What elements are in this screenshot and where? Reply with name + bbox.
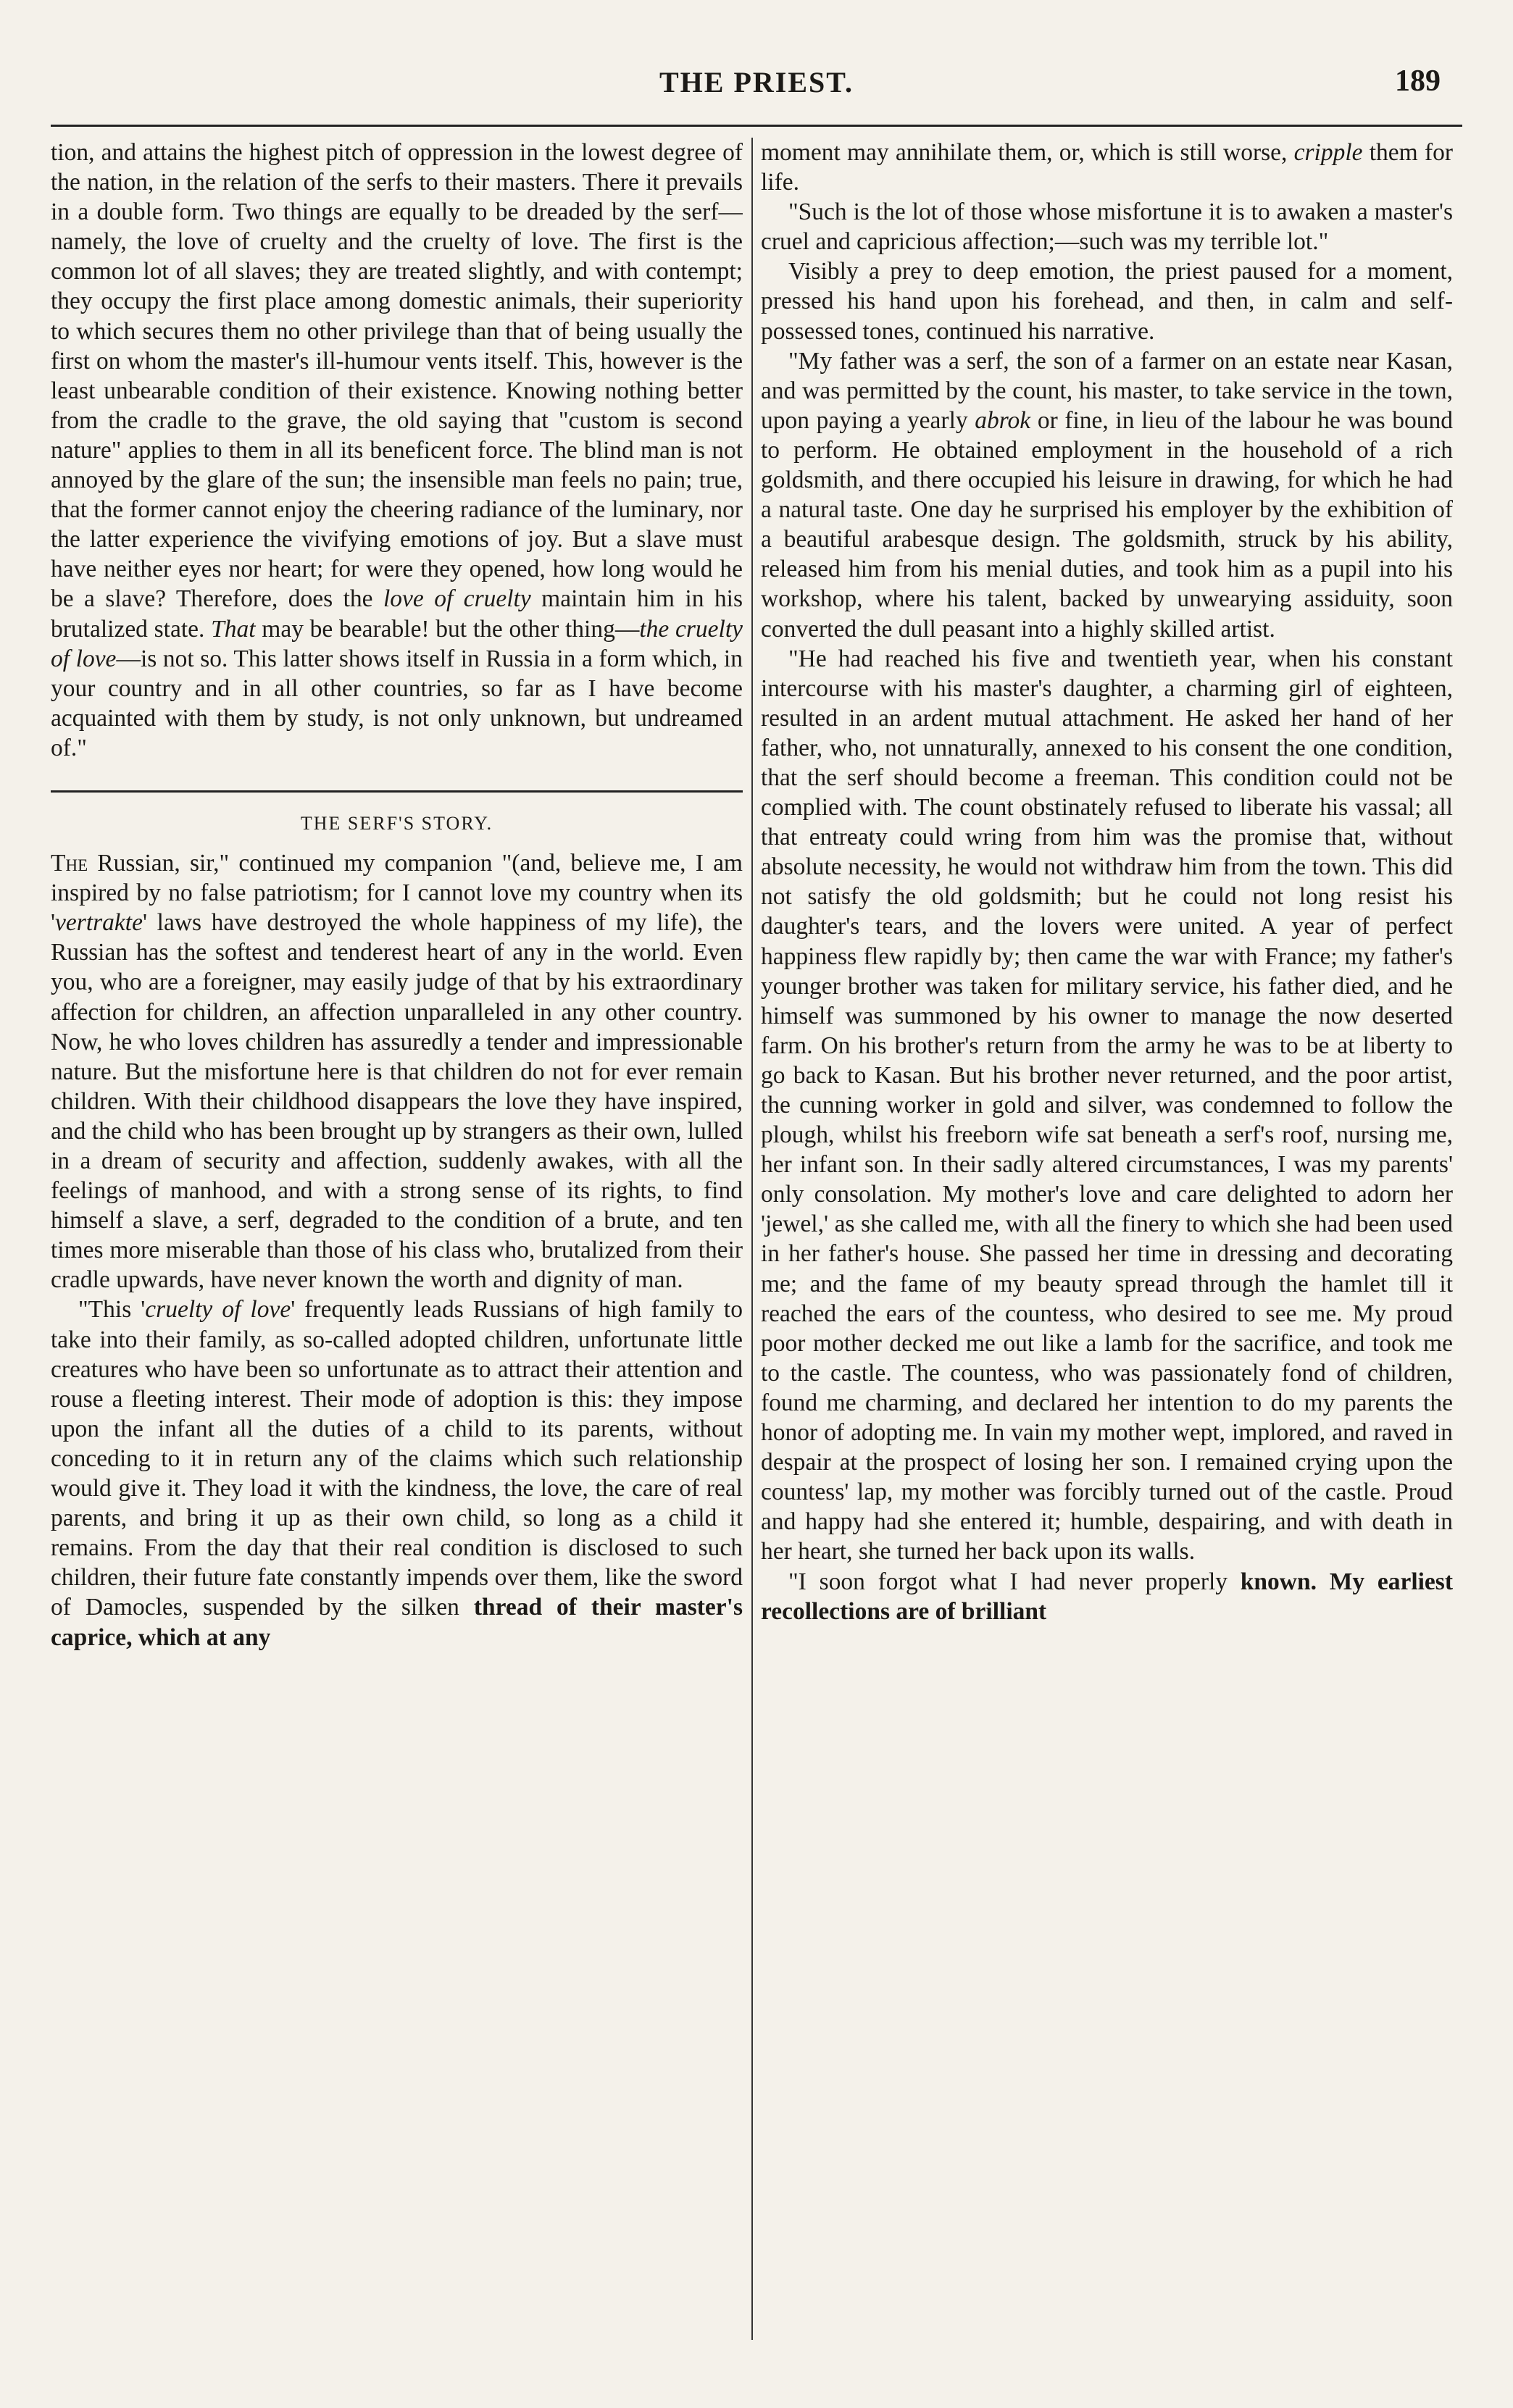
emphasis-text: abrok: [975, 406, 1031, 434]
page-number: 189: [1395, 64, 1441, 98]
section-divider: [51, 790, 743, 793]
emphasis-text: vertrakte: [55, 909, 143, 937]
left-column: [51, 138, 743, 2311]
drop-word: The: [51, 850, 88, 877]
paragraph-text: "I soon forgot what I had never properly: [788, 1568, 1241, 1595]
paragraph: "Such is the lot of those whose misfortune it is to awaken a master's cruel and capricious affection;—such was my terrible lot.": [761, 198, 1453, 256]
emphasis-text: That: [211, 615, 256, 643]
paragraph: [761, 1567, 1453, 1626]
emphasis-text: the cruelty of love: [51, 615, 743, 672]
paragraph-text: "This ': [78, 1296, 146, 1324]
paragraph-text: "My father was a serf, the son of a farmer on an estate near Kasan, and was permitted by the count, his master, to take service in the town, upon paying a yearly: [761, 347, 1453, 434]
emphasis-text: love of cruelty: [383, 585, 531, 613]
paragraph-text: Russian, sir," continued my companion "(and, believe me, I am inspired by no false patriotism; for I cannot love my country when its ': [51, 850, 743, 937]
paragraph: [761, 138, 1453, 197]
section-title: THE SERF'S STORY.: [300, 812, 493, 834]
paragraph: Visibly a prey to deep emotion, the priest paused for a moment, pressed his hand upon his forehead, and then, in calm and self-possessed tones, continued his narrative.: [761, 258, 1453, 345]
paragraph-text: ' frequently leads Russians of high family to take into their family, as so-called adopted children, unfortunate little creatures who have been so unfortunate as to attract their attention and rouse a fleeting interest. Their mode of adoption is this: they impose upon the infant all the duties of a child to its parents, without conceding to it in return any of the claims which such relationship would give it. They load it with the kindness, the love, the care of real parents, and bring it up as their own child, so long as a child it remains. From the day that their real condition is disclosed to such children, their future fate constantly impends over them, like the sword of Damocles, suspended by the silken: [51, 1296, 743, 1621]
paragraph-text: or fine, in lieu of the labour he was bound to perform. He obtained employment in the household of a rich goldsmith, and there occupied his leisure in drawing, for which he had a natural taste. One day he surprised his employer by the exhibition of a beautiful arabesque design. The goldsmith, struck by his ability, released him from his menial duties, and took him as a pupil into his workshop, where his talent, backed by unwearying assiduity, soon converted the dull peasant into a highly skilled artist.: [761, 406, 1453, 643]
paragraph: [761, 346, 1453, 644]
paragraph-text: them for life.: [761, 139, 1453, 196]
emphasis-text: cruelty of love: [145, 1296, 291, 1324]
paragraph-text: tion, and attains the highest pitch of oppression in the lowest degree of the nation, in the relation of the serfs to their masters. There it prevails in a double form. Two things are equally to be dreaded by the serf—namely, the love of cruelty and the cruelty of love. The first is the common lot of all slaves; they are treated slightly, and with contempt; they occupy the first place among domestic animals, their superiority to which secures them no other privilege than that of being usually the first on whom the master's ill-humour vents itself. This, however is the least unbearable condition of their existence. Knowing nothing better from the cradle to the grave, the old saying that "custom is second nature" applies to them in all its beneficent force. The blind man is not annoyed by the glare of the sun; the insensible man feels no pain; true, that the former cannot enjoy the cheering radiance of the luminary, nor the latter experience the vivifying emotions of joy. But a slave must have neither eyes nor heart; for were they opened, how long would he be a slave? Therefore, does the: [51, 139, 743, 613]
bold-text: known. My earliest recollections are of brilliant: [761, 1568, 1453, 1625]
bold-text: thread of their master's caprice, which at any: [51, 1594, 743, 1651]
paragraph-text: maintain him in his brutalized state.: [51, 585, 743, 643]
right-column: [761, 138, 1453, 2311]
paragraph: [51, 1295, 743, 1652]
paragraph: [51, 848, 743, 1295]
column-rule: [751, 138, 753, 2340]
paragraph: [51, 138, 743, 763]
header-rule: [51, 125, 1462, 127]
paragraph-text: —is not so. This latter shows itself in Russia in a form which, in your country and in all other countries, so far as I have become acquainted with them by study, is not only unknown, but undreamed of.": [51, 645, 743, 761]
page-header: [51, 62, 1462, 113]
paragraph-text: may be bearable! but the other thing—: [255, 615, 640, 643]
running-title: THE PRIEST.: [659, 66, 854, 99]
emphasis-text: cripple: [1293, 139, 1363, 166]
paragraph-text: moment may annihilate them, or, which is still worse,: [761, 139, 1294, 166]
paragraph-text: ' laws have destroyed the whole happiness of my life), the Russian has the softest and tenderest heart of any in the world. Even you, who are a foreigner, may easily judge of that by his extraordinary affection for children, an affection unparalleled in any other country. Now, he who loves children has assuredly a tender and impressionable nature. But the misfortune here is that children do not for ever remain children. With their childhood disappears the love they have inspired, and the child who has been brought up by strangers as their own, lulled in a dream of security and affection, suddenly awakes, with all the feelings of manhood, and with a strong sense of its rights, to find himself a slave, a serf, degraded to the condition of a brute, and ten times more miserable than those of his class who, brutalized from their cradle upwards, have never known the worth and dignity of man.: [51, 909, 743, 1294]
paragraph: "He had reached his five and twentieth year, when his constant intercourse with his master's daughter, a charming girl of eighteen, resulted in an ardent mutual attachment. He asked her hand of her father, who, not unnaturally, annexed to his consent the one condition, that the serf should become a freeman. This condition could not be complied with. The count obstinately refused to liberate his vassal; all that entreaty could wring from him was the promise that, without absolute necessity, he would not withdraw him from the town. This did not satisfy the old goldsmith; but he could not long resist his daughter's tears, and the lovers were united. A year of perfect happiness flew rapidly by; then came the war with France; my father's younger brother was taken for military service, his father died, and he himself was summoned by his owner to manage the now deserted farm. On his brother's return from the army he was to be at liberty to go back to Kasan. But his brother never returned, and the poor artist, the cunning worker in gold and silver, was condemned to follow the plough, whilst his freeborn wife sat beneath a serf's roof, nursing me, her infant son. In their sadly altered circumstances, I was my parents' only consolation. My mother's love and care delighted to adorn her 'jewel,' as she called me, with all the finery to which she had been used in her father's house. She passed her time in dressing and decorating me; and the fame of my beauty spread through the hamlet till it reached the ears of the countess, who desired to see me. My proud poor mother decked me out like a lamb for the sacrifice, and took me to the castle. The countess, who was passionately fond of children, found me charming, and declared her intention to do my parents the honor of adopting me. In vain my mother wept, implored, and raved in despair at the prospect of losing her son. I remained crying upon the countess' lap, my mother was forcibly turned out of the castle. Proud and happy had she entered it; humble, despairing, and with death in her heart, she turned her back upon its walls.: [761, 645, 1453, 1565]
